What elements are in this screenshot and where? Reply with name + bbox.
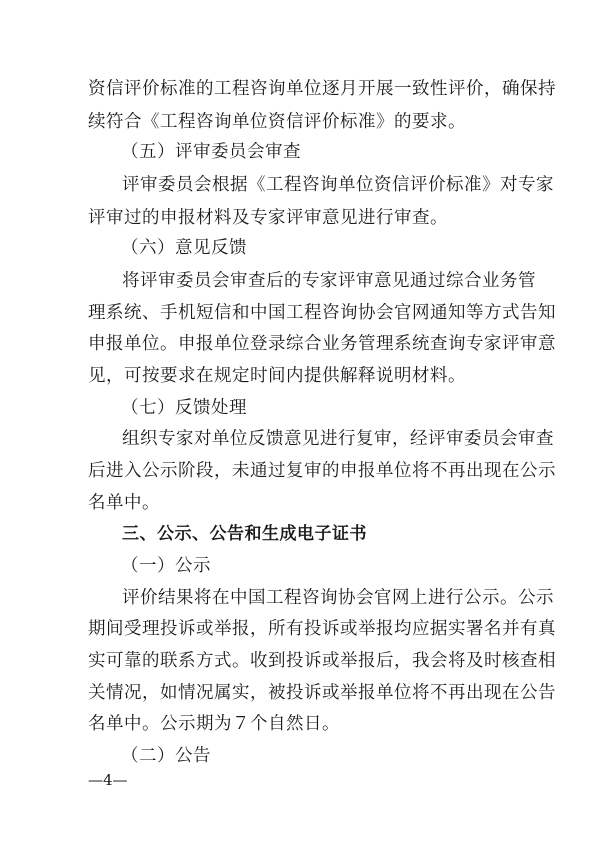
paragraph-line: 资信评价标准的工程咨询单位逐月开展一致性评价，确保持: [88, 79, 556, 99]
paragraph-line: 见，可按要求在规定时间内提供解释说明材料。: [88, 365, 466, 386]
paragraph-line: 期间受理投诉或举报，所有投诉或举报均应据实署名并有真: [88, 619, 556, 640]
paragraph-line: 将评审委员会审查后的专家评审意见通过综合业务管: [122, 270, 536, 291]
page-number: —4—: [88, 771, 128, 789]
paragraph-line: 组织专家对单位反馈意见进行复审，经评审委员会审查: [122, 429, 554, 450]
paragraph-line: 关情况，如情况属实，被投诉或举报单位将不再出现在公告: [88, 682, 556, 703]
paragraph-line: 实可靠的联系方式。收到投诉或举报后，我会将及时核查相: [88, 651, 556, 671]
paragraph-line: 名单中。公示期为７个自然日。: [88, 714, 340, 735]
section-heading-2: （二）公告: [121, 746, 211, 766]
paragraph-line: 续符合《工程咨询单位资信评价标准》的要求。: [88, 111, 466, 132]
paragraph-line: 评价结果将在中国工程咨询协会官网上进行公示。公示: [122, 587, 554, 608]
chapter-heading-3: 三、公示、公告和生成电子证书: [122, 524, 367, 545]
paragraph-line: 后进入公示阶段，未通过复审的申报单位将不再出现在公示: [88, 460, 556, 481]
paragraph-line: 理系统、手机短信和中国工程咨询协会官网通知等方式告知: [88, 302, 556, 323]
paragraph-line: 申报单位。申报单位登录综合业务管理系统查询专家评审意: [88, 334, 556, 355]
section-heading-5: （五）评审委员会审查: [121, 142, 301, 163]
section-heading-1: （一）公示: [121, 555, 211, 576]
paragraph-line: 名单中。: [88, 492, 160, 513]
section-heading-6: （六）意见反馈: [121, 238, 247, 259]
paragraph-line: 评审过的申报材料及专家评审意见进行审查。: [88, 207, 448, 228]
section-heading-7: （七）反馈处理: [121, 397, 247, 418]
paragraph-line: 评审委员会根据《工程咨询单位资信评价标准》对专家: [122, 174, 554, 195]
